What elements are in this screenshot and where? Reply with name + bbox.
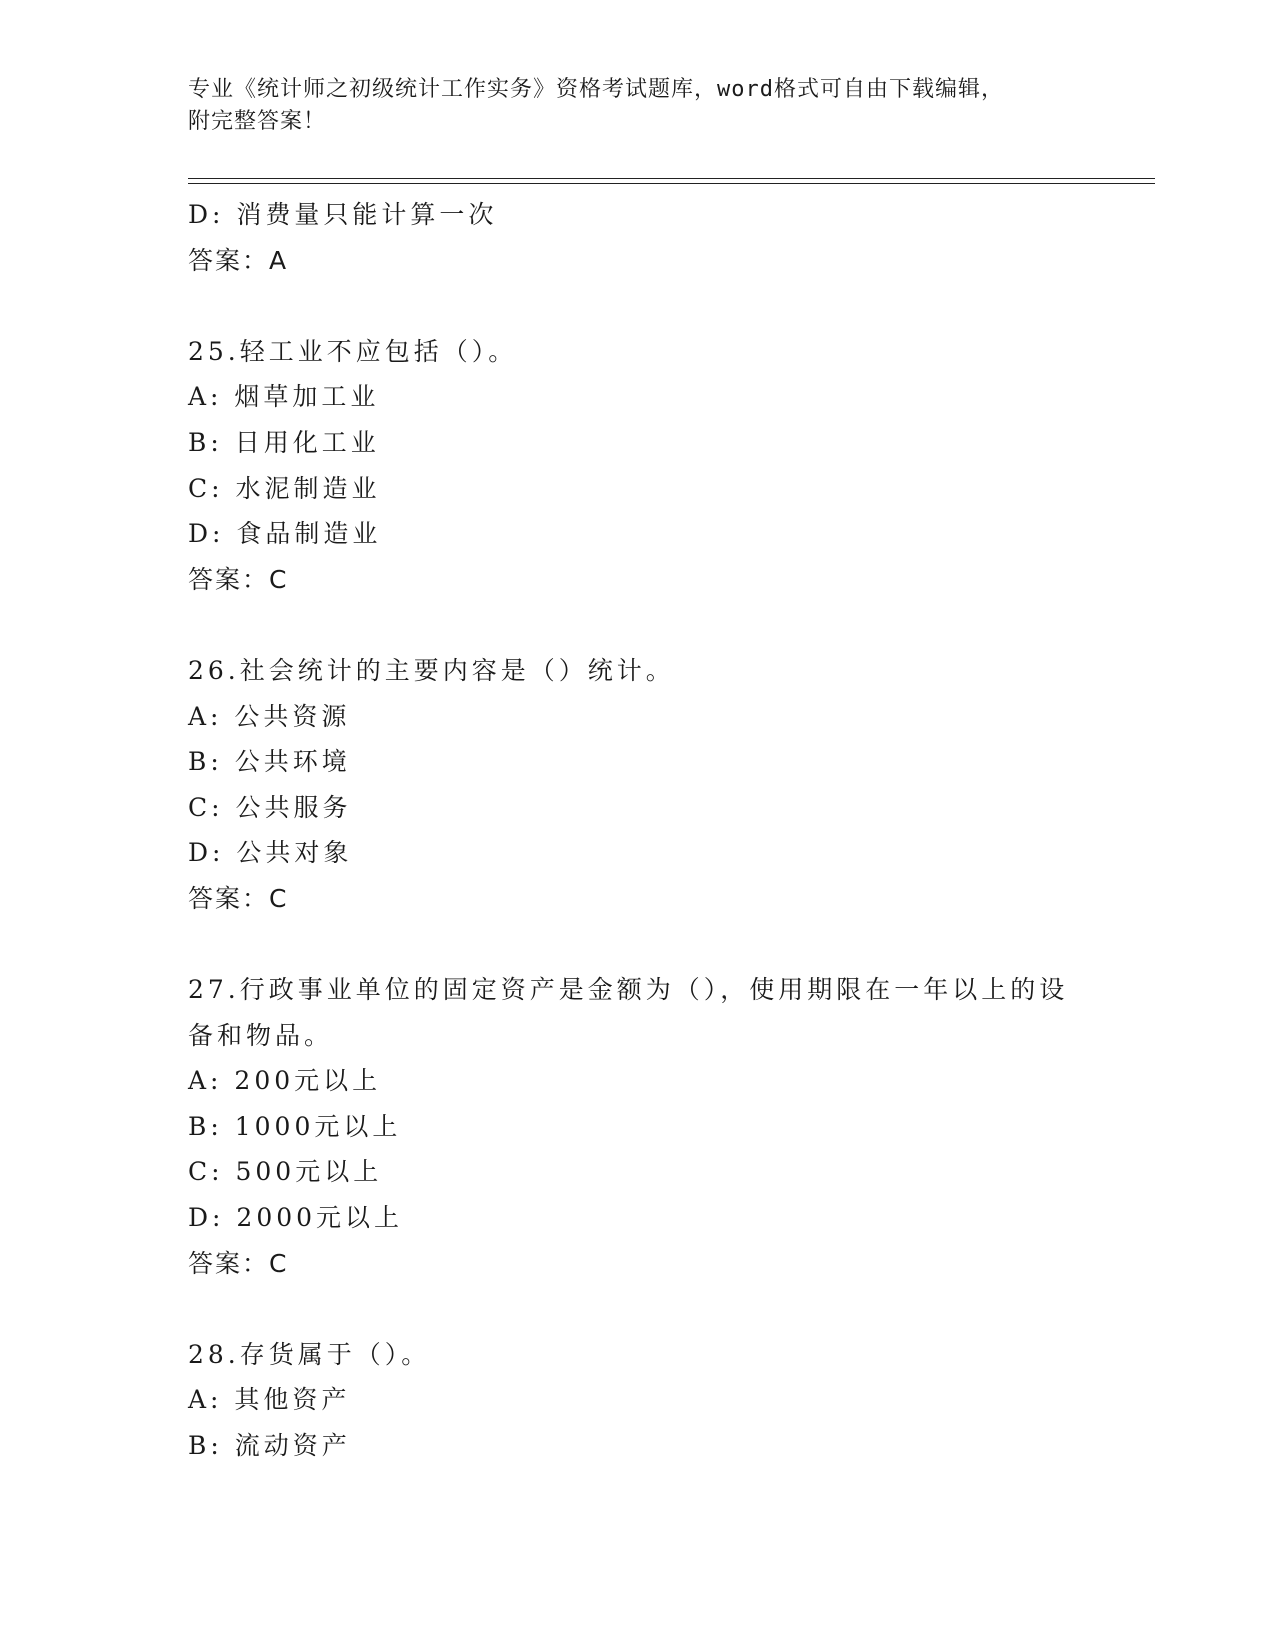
option-d: D: 食品制造业 xyxy=(188,519,382,549)
option-a: A: 200元以上 xyxy=(188,1066,382,1096)
spacer xyxy=(188,602,1088,648)
question-stem-line-1: 27.行政事业单位的固定资产是金额为（），使用期限在一年以上的设 xyxy=(188,975,1069,1005)
document-header xyxy=(188,74,1088,138)
option-d: D: 消费量只能计算一次 xyxy=(188,200,498,229)
answer-line: 答案：C xyxy=(188,1248,289,1278)
option-b: B: 公共环境 xyxy=(188,747,351,777)
option-c: C: 水泥制造业 xyxy=(188,473,381,503)
option-a: A: 其他资产 xyxy=(188,1385,351,1415)
option-a: A: 公共资源 xyxy=(188,701,351,731)
option-c: C: 500元以上 xyxy=(188,1157,383,1187)
option-b: B: 日用化工业 xyxy=(188,427,380,457)
spacer xyxy=(188,283,1088,329)
header-divider-bottom xyxy=(188,183,1155,184)
option-b: B: 1000元以上 xyxy=(188,1111,402,1141)
question-26 xyxy=(188,648,1088,922)
answer-line: 答案：A xyxy=(188,245,289,275)
header-line-1: 专业《统计师之初级统计工作实务》资格考试题库，word格式可自由下载编辑， xyxy=(188,77,1004,102)
spacer xyxy=(188,922,1088,968)
option-d: D: 公共对象 xyxy=(188,838,353,868)
question-stem-line-2: 备和物品。 xyxy=(188,1020,334,1050)
option-c: C: 公共服务 xyxy=(188,792,352,822)
header-divider-top xyxy=(188,178,1155,179)
option-a: A: 烟草加工业 xyxy=(188,382,380,412)
question-stem: 28.存货属于（）。 xyxy=(188,1339,431,1369)
question-28 xyxy=(188,1332,1088,1469)
answer-line: 答案：C xyxy=(188,883,289,913)
option-d: D: 2000元以上 xyxy=(188,1203,404,1233)
spacer xyxy=(188,1286,1088,1332)
partial-question-24 xyxy=(188,192,1088,283)
question-stem: 25.轻工业不应包括（）。 xyxy=(188,336,518,366)
option-b: B: 流动资产 xyxy=(188,1431,351,1461)
question-27 xyxy=(188,967,1088,1286)
header-line-2: 附完整答案！ xyxy=(188,109,327,134)
question-stem: 26.社会统计的主要内容是（）统计。 xyxy=(188,655,675,685)
question-25 xyxy=(188,329,1088,603)
question-list xyxy=(188,192,1088,1469)
answer-line: 答案：C xyxy=(188,564,289,594)
